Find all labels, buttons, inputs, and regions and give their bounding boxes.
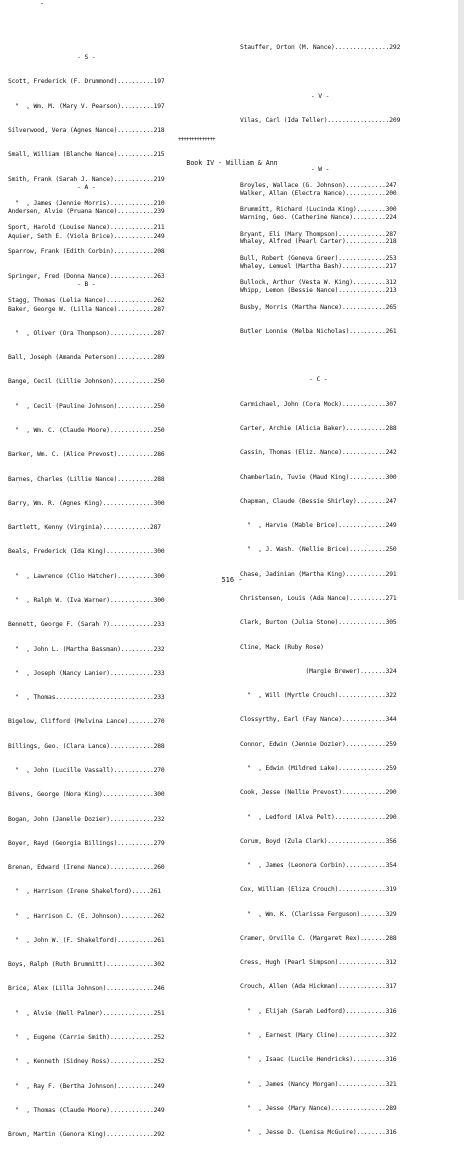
index-entry: " , Lawrence (Clio Hatcher)..........300 <box>8 572 165 580</box>
index-entry: " , Kenneth (Sidney Ross)............252 <box>8 1058 165 1066</box>
index-entry: " , Joseph (Nancy Lanier)............233 <box>8 669 165 677</box>
index-entry: Bullock, Arthur (Vesta W. King).........312 <box>240 279 397 287</box>
right-bottom-column <box>240 166 397 1153</box>
index-entry: Bennett, George F. (Sarah ?)............233 <box>8 621 165 629</box>
index-entry: Brenan, Edward (Irene Nance)............260 <box>8 864 165 872</box>
index-entry: Boyer, Rayd (Georgia Billings)..........279 <box>8 839 165 847</box>
index-entry: Beals, Frederick (Ida King).............300 <box>8 548 165 556</box>
index-entry: " , Thomas (Claude Moore)............249 <box>8 1106 165 1114</box>
index-entry: " , Jesse (Mary Nance)...............289 <box>240 1104 397 1112</box>
index-entry: " , Ledford (Alva Pelt)..............290 <box>240 813 397 821</box>
index-entry: Bartlett, Kenny (Virginia).............287 <box>8 524 161 532</box>
index-entry: Barry, Wm. R. (Agnes King)..............300 <box>8 499 165 507</box>
index-entry: Cassin, Thomas (Eliz. Nance)............242 <box>240 449 397 457</box>
index-entry: Andersen, Alvie (Pruana Nance)..........239 <box>8 208 165 216</box>
index-entry: " , Ray F. (Bertha Johnson)..........249 <box>8 1082 165 1090</box>
section-header-v: - V - <box>311 92 330 100</box>
top-mark: - <box>40 0 45 8</box>
index-entry: Cook, Jesse (Nellie Prevost)............290 <box>240 789 397 797</box>
index-entry: Vilas, Carl (Ida Teller).................209 <box>240 117 401 125</box>
index-entry: Sport, Harold (Louise Nance)............211 <box>8 224 165 232</box>
index-entry: " , Cecil (Pauline Johnson)..........250 <box>8 402 165 410</box>
index-entry: Ball, Joseph (Amanda Peterson)..........289 <box>8 354 165 362</box>
index-entry: Smith, Frank (Sarah J. Nance)...........219 <box>8 175 165 183</box>
index-entry: Chamberlain, Tuvie (Maud King)..........300 <box>240 473 397 481</box>
index-entry: " , James (Leonora Corbin)...........354 <box>240 862 397 870</box>
section-title: Book IV - William & Ann <box>186 159 278 167</box>
index-entry: " , Eugene (Carrie Smith)............252 <box>8 1034 165 1042</box>
index-entry: Connor, Edwin (Jennie Dozier)...........259 <box>240 740 397 748</box>
index-entry: " , Wm. C. (Claude Moore)............250 <box>8 427 165 434</box>
index-entry: Butler Lonnie (Melba Nicholas)..........261 <box>240 327 397 335</box>
index-entry: Silverwood, Vera (Agnes Nance)..........218 <box>8 127 165 135</box>
index-entry: Cramer, Orville C. (Margaret Rex).......288 <box>240 934 397 942</box>
index-entry: Crouch, Allen (Ada Hickman).............317 <box>240 983 397 991</box>
section-header-b: - B - <box>77 281 96 289</box>
index-entry: " , Harvie (Mable Brice).............249 <box>240 522 397 530</box>
index-entry: " , Thomas...........................233 <box>8 694 165 702</box>
index-entry: Stagg, Thomas (Lelia Nance).............262 <box>8 297 165 304</box>
page-number: 516 - <box>221 576 243 584</box>
index-entry: Clark, Burton (Julia Stone).............305 <box>240 619 397 627</box>
index-entry: " , Oliver (Ora Thompson)............287 <box>8 329 165 337</box>
index-entry: Barnes, Charles (Lillie Nance)..........288 <box>8 475 165 483</box>
index-entry: " , James (Nancy Morgan).............321 <box>240 1080 397 1088</box>
index-entry: Whaley, Alfred (Pearl Carter)...........218 <box>240 238 397 246</box>
index-entry: Sparrow, Frank (Edith Corbin)...........208 <box>8 248 165 256</box>
section-header-a: - A - <box>77 184 96 192</box>
index-entry: Bigelow, Clifford (Melvina Lance).......270 <box>8 718 165 726</box>
index-entry: Carter, Archie (Alicia Baker)...........288 <box>240 425 397 432</box>
left-bottom-column <box>8 168 165 1155</box>
index-entry: Whaley, Lemuel (Martha Bash)............217 <box>240 262 397 270</box>
index-entry: " , Isaac (Lucile Hendricks).........316 <box>240 1056 397 1064</box>
index-entry: Bogan, John (Janelle Dozier)............232 <box>8 815 165 823</box>
index-entry: Brown, Martin (Genora King).............292 <box>8 1131 165 1139</box>
index-entry: " , Ralph W. (Iva Warner)............300 <box>8 596 165 604</box>
index-entry: " , Alvie (Nell Palmer)..............251 <box>8 1009 165 1017</box>
section-header-c: - C - <box>309 376 328 384</box>
index-entry: Brice, Alex (Lilla Johnson).............246 <box>8 985 165 993</box>
index-entry: Chase, Jadinian (Martha King)...........291 <box>240 570 397 578</box>
index-entry: " , Wm. M. (Mary V. Pearson).........197 <box>8 102 165 110</box>
index-entry: Stauffer, Orton (M. Nance)...............292 <box>240 44 401 52</box>
separator-line: ++++++++++++++ <box>178 136 215 143</box>
index-entry: " , Harrison (Irene Shakelford).....261 <box>8 888 161 896</box>
index-entry: Scott, Frederick (F. Drummond)..........197 <box>8 78 165 86</box>
index-entry: Small, William (Blanche Nance)..........215 <box>8 151 165 159</box>
index-entry: Corum, Boyd (Zula Clark)................356 <box>240 837 397 845</box>
index-entry: Christensen, Louis (Ada Nance)..........271 <box>240 594 397 602</box>
index-entry: Baker, George W. (Lilla Nance)..........287 <box>8 305 165 313</box>
index-entry: " , Elijah (Sarah Ledford)...........316 <box>240 1007 397 1015</box>
index-entry: Barker, Wm. C. (Alice Prevost)..........286 <box>8 451 165 459</box>
index-entry: " , Edwin (Mildred Lake).............259 <box>240 764 397 772</box>
section-header-s: - S - <box>77 54 96 62</box>
index-entry: " , Harrison C. (E. Johnson).........262 <box>8 912 165 920</box>
index-entry: Billings, Geo. (Clara Lance)............288 <box>8 742 165 750</box>
index-entry: " , James (Jennie Morris)............210 <box>8 199 165 207</box>
index-entry: Bryant, Eli (Mary Thompson).............287 <box>240 230 397 238</box>
index-entry: Whipp, Lemon (Bessie Nance).............213 <box>240 287 397 294</box>
index-entry: Walker, Allan (Electra Nance)...........200 <box>240 189 397 197</box>
index-entry: " , John W. (F. Shakelford)..........261 <box>8 936 165 944</box>
index-entry: " , John L. (Martha Bassman).........232 <box>8 645 165 653</box>
index-entry: Bange, Cecil (Lillie Johnson)...........250 <box>8 378 165 386</box>
index-entry: Boys, Ralph (Ruth Brummitt).............302 <box>8 961 165 969</box>
index-entry: Cline, Mack (Ruby Rose) <box>240 643 324 651</box>
index-entry: Springer, Fred (Donna Nance)............263 <box>8 272 165 280</box>
index-entry: " , John (Lucille Vassall)...........270 <box>8 766 165 774</box>
index-entry: Brummitt, Richard (Lucinda King)........300 <box>240 206 397 214</box>
index-entry: " , Wm. K. (Clarissa Ferguson).......329 <box>240 910 397 918</box>
page-edge-shadow <box>458 0 464 600</box>
index-entry: Cox, William (Eliza Crouch).............319 <box>240 886 397 894</box>
index-entry: Carmichael, John (Cora Mock)............307 <box>240 400 397 408</box>
index-entry: Clossyrthy, Earl (Fay Nance)............344 <box>240 716 397 724</box>
index-entry: Aquier, Seth E. (Viola Brice)...........249 <box>8 232 165 240</box>
index-entry: Bull, Robert (Geneva Greer).............253 <box>240 255 397 263</box>
index-entry: Bivens, George (Nora King)..............300 <box>8 791 165 799</box>
index-entry: (Margie Brewer).......324 <box>240 667 397 675</box>
index-entry: Cress, Hugh (Pearl Simpson).............312 <box>240 959 397 967</box>
index-entry: Chapman, Claude (Bessie Shirley)........247 <box>240 497 397 505</box>
index-entry: " , Will (Myrtle Crouch).............322 <box>240 692 397 700</box>
index-entry: Broyles, Wallace (G. Johnson)...........247 <box>240 182 397 190</box>
index-entry: Busby, Morris (Martha Nance)............265 <box>240 303 397 311</box>
index-entry: Warning, Geo. (Catherine Nance).........224 <box>240 214 397 222</box>
section-header-w: - W - <box>311 165 330 173</box>
index-entry: " , Earnest (Mary Cline).............322 <box>240 1032 397 1040</box>
index-entry: " , J. Wash. (Nellie Brice)..........250 <box>240 546 397 554</box>
index-entry: " , Jesse D. (Lenisa McGuire)........316 <box>240 1129 397 1137</box>
